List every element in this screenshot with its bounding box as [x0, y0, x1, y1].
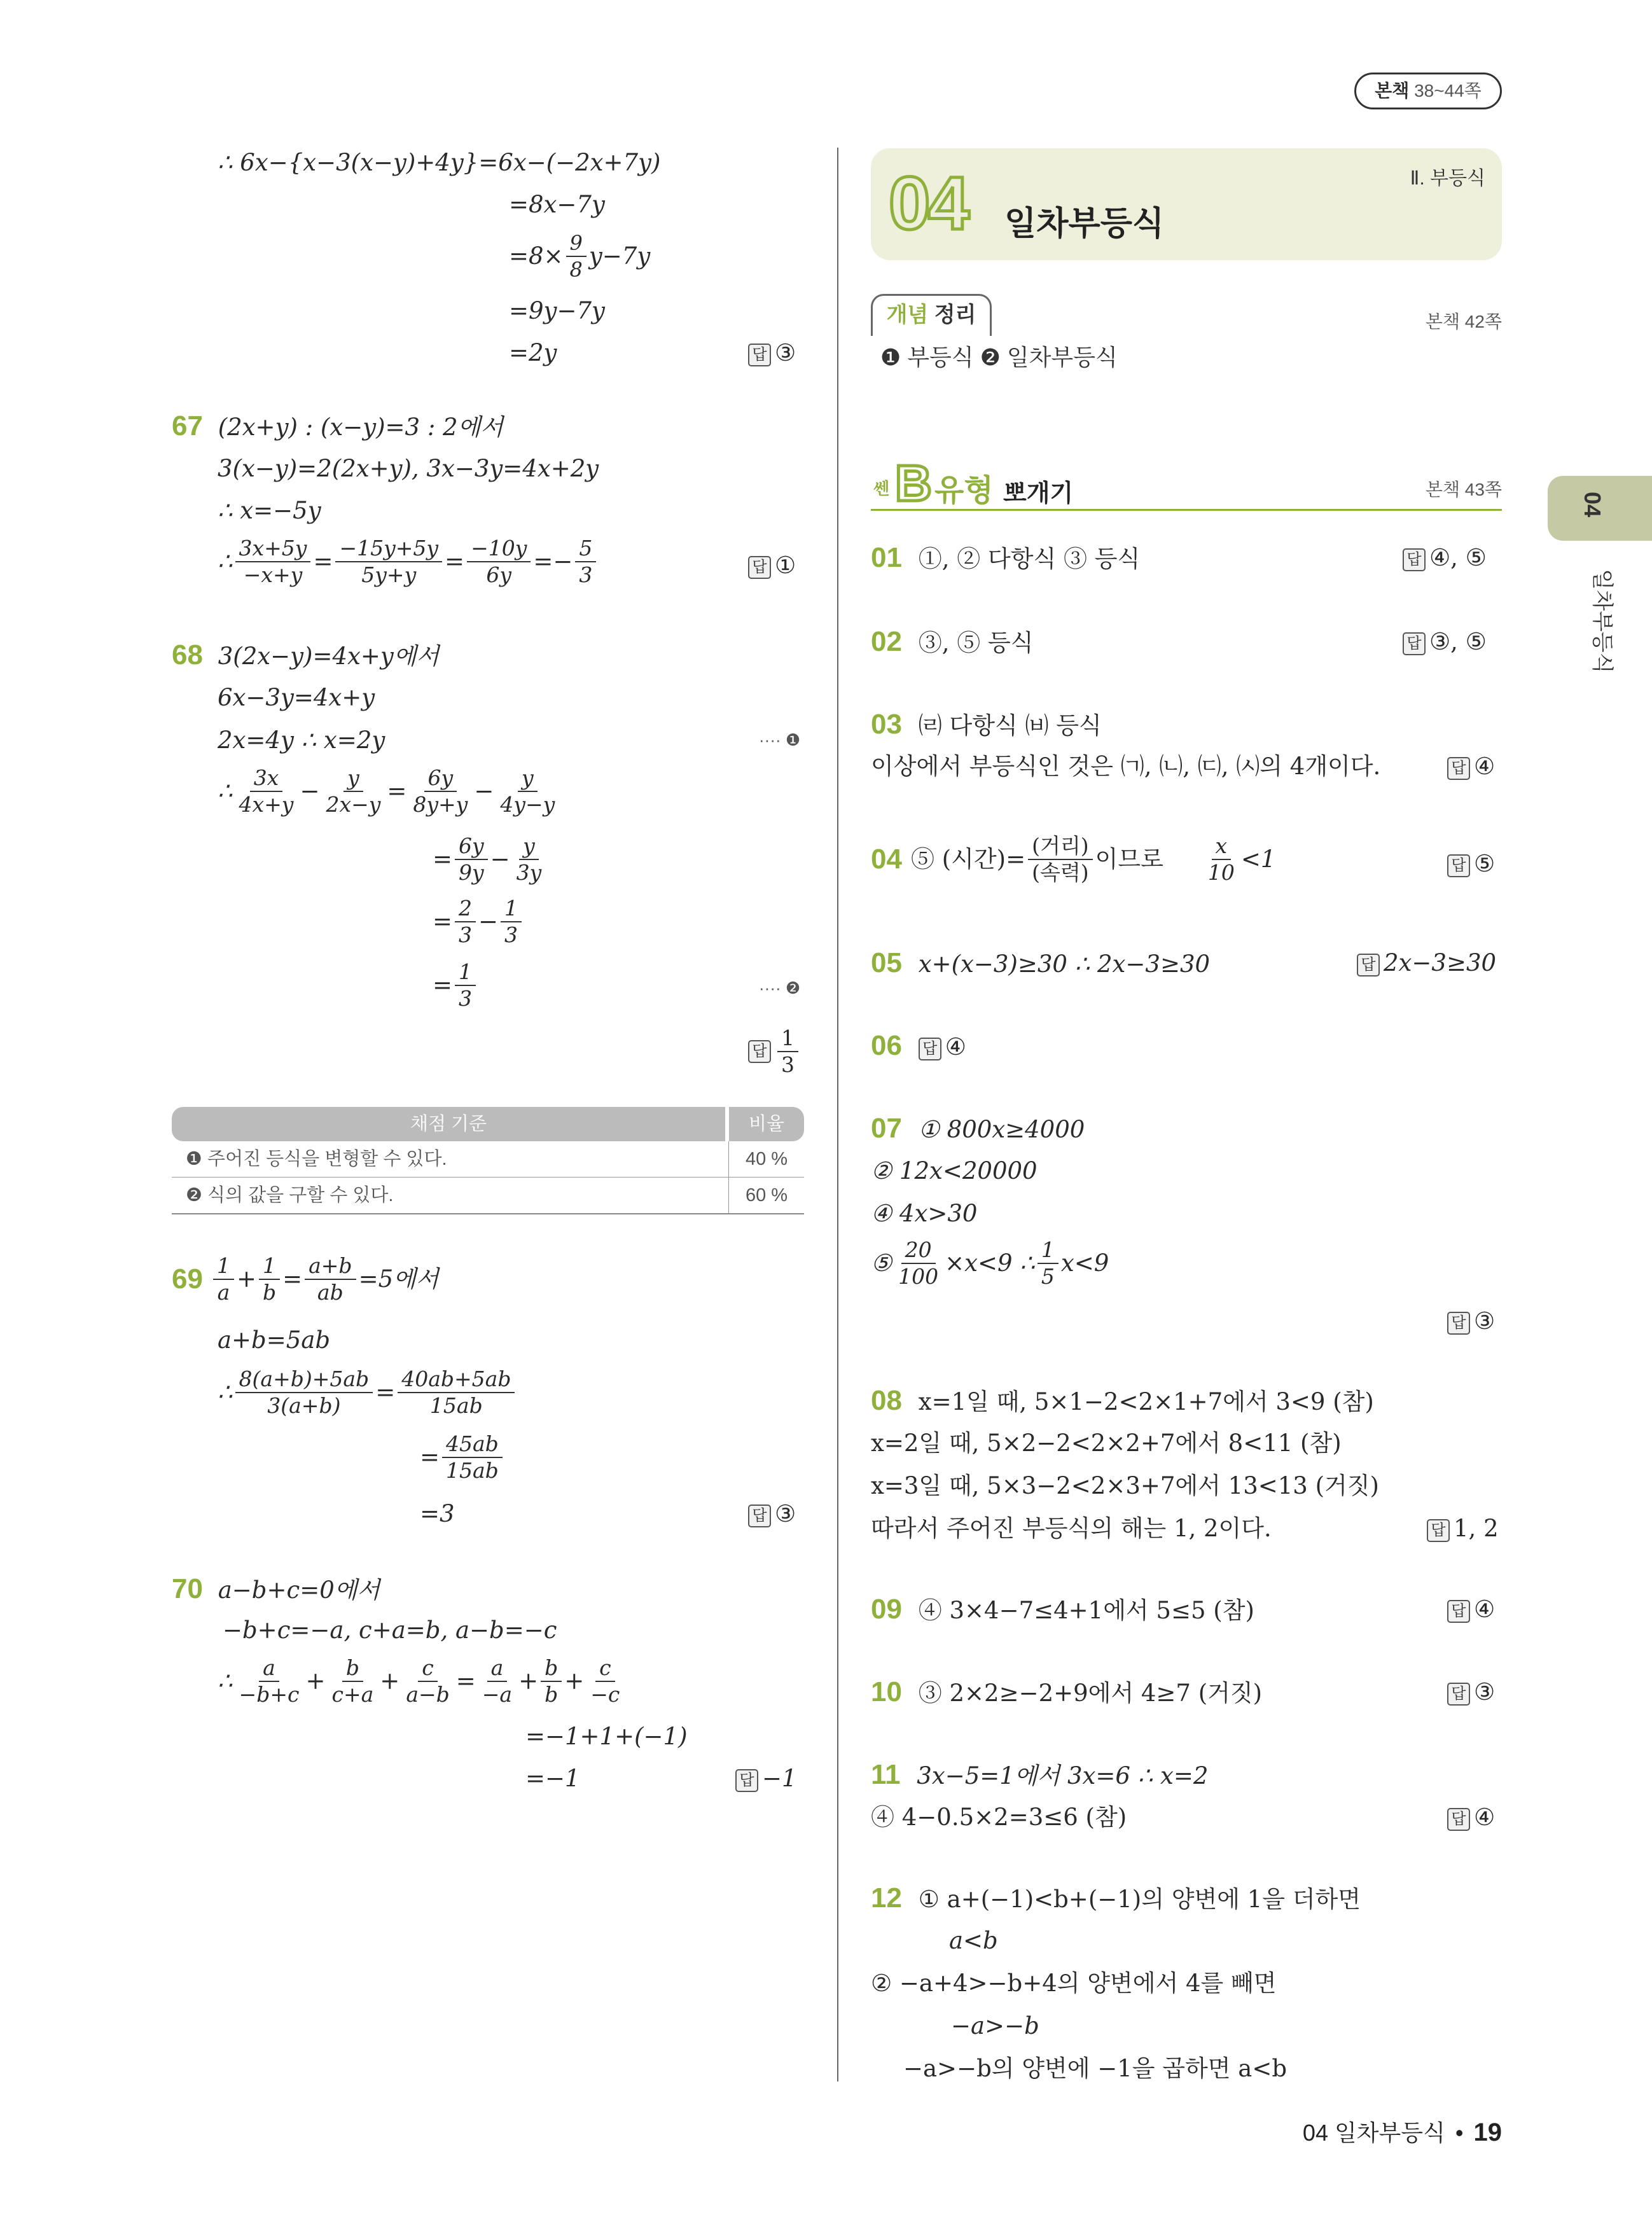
equals-minus: =− — [533, 548, 573, 575]
answer-value: ④ — [1474, 1595, 1496, 1623]
frac-den: −a — [482, 1682, 513, 1707]
question-03 — [871, 709, 1102, 741]
problem-67-line-1: (2x+y) : (x−y)=3 : 2에서 — [218, 414, 504, 441]
question-number: 09 — [871, 1594, 902, 1625]
problem-number: 70 — [172, 1573, 203, 1604]
frac-den: 4y−y — [500, 792, 555, 817]
frac-den: 100 — [898, 1264, 939, 1289]
fraction — [1028, 833, 1093, 886]
frac-num: 3x+5y — [235, 536, 311, 562]
problem-70-line-2: −b+c=−a, c+a=b, a−b=−c — [223, 1616, 557, 1644]
question-10 — [871, 1677, 1262, 1709]
problem-69-line-2: a+b=5ab — [218, 1326, 331, 1354]
type-title-a: 유형 — [934, 474, 994, 508]
question-text: ㈃ 다항식 ㈅ 등식 — [918, 712, 1102, 739]
frac-den: 2x−y — [326, 792, 381, 817]
answer-10 — [1447, 1677, 1495, 1707]
cont-line-4: =9y−7y — [509, 297, 605, 324]
frac-num: a — [487, 1655, 508, 1682]
therefore-sign: ∴ — [218, 777, 233, 805]
frac-num: 6y — [424, 765, 457, 792]
therefore-sign: ∴ — [218, 1379, 233, 1406]
answer-05 — [1357, 948, 1496, 978]
answer-icon: 답 — [1403, 548, 1426, 571]
frac-den: 10 — [1207, 860, 1235, 885]
cont-line-1: ∴ 6x−{x−3(x−y)+4y}=6x−(−2x+7y) — [218, 149, 661, 176]
chapter-side-tab — [1548, 476, 1652, 541]
frac-num: c — [595, 1655, 614, 1682]
rubric-header-criteria: 채점 기준 — [172, 1107, 725, 1141]
type-letter-logo: B — [895, 455, 932, 511]
frac-den: −c — [590, 1682, 620, 1707]
therefore-sign: ∴ — [218, 548, 233, 575]
question-number: 12 — [871, 1882, 902, 1914]
frac-den: −x+y — [243, 562, 303, 587]
fraction — [467, 536, 531, 588]
answer-value: −1 — [762, 1765, 797, 1792]
frac-num: 1 — [777, 1025, 798, 1052]
rubric-criteria: ❷ 식의 값을 구할 수 있다. — [186, 1185, 394, 1206]
fraction — [1204, 833, 1239, 886]
fraction — [305, 1253, 356, 1305]
question-11-line-2: ④ 4−0.5×2=3≤6 (참) — [871, 1804, 1127, 1831]
question-01 — [871, 543, 1140, 574]
cont-line-3a: =8× — [509, 242, 564, 270]
frac-den: 3 — [459, 922, 473, 947]
frac-num: y — [519, 833, 539, 860]
problem-68 — [172, 640, 439, 672]
question-text: x+(x−3)≥30 ∴ 2x−3≥30 — [918, 950, 1211, 978]
answer-11 — [1447, 1802, 1495, 1833]
chapter-title: 일차부등식 — [1004, 205, 1165, 242]
fraction — [1038, 1237, 1059, 1289]
question-04-tail: <1 — [1240, 845, 1276, 873]
frac-num: c — [418, 1655, 437, 1682]
answer-value: ⑤ — [1474, 850, 1496, 877]
answer-icon: 답 — [748, 1040, 771, 1063]
rubric-row — [172, 1141, 804, 1178]
question-number: 08 — [871, 1385, 902, 1416]
question-text: ③, ⑤ 등식 — [918, 629, 1034, 657]
type-ref: 본책 43쪽 — [1425, 480, 1502, 499]
fraction — [496, 765, 559, 817]
question-08 — [871, 1386, 1374, 1417]
problem-number: 67 — [172, 410, 203, 441]
fraction — [335, 536, 442, 588]
chapter-part: Ⅱ. 부등식 — [1410, 168, 1485, 189]
rubric-criteria: ❶ 주어진 등식을 변형할 수 있다. — [186, 1149, 447, 1169]
answer-value: ③ — [1474, 1307, 1496, 1335]
badge-label: 본책 — [1375, 81, 1410, 101]
problem-68-line-7: = $\frac{1}{3}$ — [433, 959, 478, 1011]
answer-01 — [1403, 543, 1487, 573]
problem-68-line-1: 3(2x−y)=4x+y에서 — [218, 643, 440, 670]
frac-den: 9y — [459, 860, 484, 885]
answer-value: ③, ⑤ — [1429, 628, 1487, 655]
problem-70-line-4: =−1+1+(−1) — [525, 1723, 688, 1750]
frac-den: 4x+y — [239, 792, 294, 817]
answer-value: ③ — [1474, 1678, 1496, 1706]
answer-icon: 답 — [735, 1769, 758, 1792]
answer-02 — [1403, 627, 1487, 657]
frac-num: 1 — [213, 1253, 234, 1280]
frac-den: 15ab — [446, 1458, 499, 1483]
frac-num: 20 — [901, 1237, 936, 1264]
page-number: 19 — [1473, 2118, 1502, 2146]
answer-value: ④ — [945, 1033, 966, 1060]
frac-num: 8(a+b)+5ab — [235, 1366, 373, 1393]
problem-68-line-3: 2x=4y ∴ x=2y — [218, 726, 385, 754]
side-tab-title: 일차부등식 — [1590, 569, 1614, 674]
frac-num: 3x — [250, 765, 283, 792]
answer-08 — [1427, 1513, 1499, 1544]
footer-separator: • — [1455, 2120, 1464, 2146]
therefore-sign: ∴ — [218, 1667, 233, 1695]
answer-03 — [1447, 751, 1495, 782]
frac-num: 1 — [501, 896, 522, 922]
answer-value: ③ — [775, 339, 796, 366]
problem-68-line-6: = $\frac{2}{3}$ − $\frac{1}{3}$ — [433, 896, 524, 948]
fraction — [328, 1655, 377, 1707]
problem-70 — [172, 1574, 380, 1606]
problem-number: 68 — [172, 639, 203, 671]
problem-69-line-3: ∴ $\frac{8(a+b)+5ab}{3(a+b)}$ = $\frac{40ab+5ab}{15ab}$ — [218, 1366, 517, 1419]
problem-70-line-5: =−1 — [525, 1765, 580, 1792]
answer-67 — [748, 550, 796, 581]
frac-num: x — [1212, 833, 1232, 860]
question-number: 02 — [871, 626, 902, 657]
answer-09 — [1447, 1594, 1495, 1625]
fraction — [501, 896, 522, 948]
frac-den: 3 — [781, 1052, 795, 1077]
page-footer — [1303, 2115, 1502, 2148]
answer-04 — [1447, 849, 1495, 879]
problem-68-line-5: = $\frac{6y}{9y}$ − $\frac{y}{3y}$ — [433, 833, 548, 886]
answer-07 — [1447, 1306, 1495, 1337]
question-12-line-1: ① a+(−1)<b+(−1)의 양변에 1을 더하면 — [918, 1886, 1361, 1913]
answer-value: ① — [775, 552, 796, 579]
chapter-number: 04 — [889, 162, 968, 246]
problem-69-line-5: =3 — [420, 1500, 455, 1527]
fraction — [455, 959, 476, 1011]
page-range-badge — [1354, 73, 1502, 109]
question-number: 10 — [871, 1676, 902, 1707]
cont-line-5: =2y — [509, 339, 557, 366]
question-12-line-5: −a>−b의 양변에 −1을 곱하면 a<b — [903, 2055, 1288, 2082]
frac-num: 6y — [455, 833, 488, 860]
answer-icon: 답 — [1403, 632, 1426, 655]
question-09 — [871, 1594, 1254, 1626]
problem-67 — [172, 411, 503, 443]
frac-den: 8 — [569, 258, 583, 282]
badge-pages: 38~44쪽 — [1414, 81, 1482, 101]
frac-num: 40ab+5ab — [398, 1366, 515, 1393]
answer-icon: 답 — [1447, 1600, 1470, 1623]
answer-value: ④ — [1474, 753, 1496, 780]
fraction — [541, 1655, 562, 1707]
problem-number: 69 — [172, 1263, 203, 1295]
question-03-line-2: 이상에서 부등식인 것은 ㈀, ㈁, ㈂, ㈆의 4개이다. — [871, 753, 1381, 780]
frac-den: 8y+y — [413, 792, 468, 817]
answer-icon: 답 — [1427, 1519, 1450, 1542]
fraction — [575, 536, 596, 588]
question-number: 01 — [871, 542, 902, 573]
cont-line-2: =8x−7y — [509, 191, 605, 218]
frac-den: c+a — [331, 1682, 374, 1707]
concept-summary-tab — [871, 294, 992, 336]
frac-num: 9 — [566, 230, 587, 257]
question-text: ④ 3×4−7≤4+1에서 5≤5 (참) — [918, 1597, 1254, 1624]
fraction — [455, 833, 488, 886]
cont-line-3b: y−7y — [588, 242, 651, 270]
problem-67-line-2: 3(x−y)=2(2x+y), 3x−3y=4x+2y — [218, 455, 599, 482]
question-12-line-3: ② −a+4>−b+4의 양변에서 4를 빼면 — [871, 1970, 1277, 1997]
problem-68-line-2: 6x−3y=4x+y — [218, 684, 375, 711]
problem-67-line-3: ∴ x=−5y — [218, 497, 321, 524]
question-07-line-4 — [871, 1237, 1109, 1289]
frac-den: 3 — [504, 922, 518, 947]
frac-num: (거리) — [1028, 833, 1093, 860]
question-08-line-3: x=3일 때, 5×3−2<2×3+7에서 13<13 (거짓) — [871, 1472, 1379, 1499]
cont-line-3 — [509, 230, 650, 282]
frac-den: 15ab — [429, 1393, 483, 1418]
answer-cont — [748, 338, 796, 368]
fraction — [894, 1237, 942, 1289]
fraction — [235, 1366, 373, 1419]
scoring-rubric-table — [172, 1107, 804, 1214]
frac-den: 3 — [459, 986, 473, 1011]
fraction — [213, 1253, 234, 1305]
frac-den: a−b — [406, 1682, 450, 1707]
concept-tab-a: 개념 — [886, 303, 929, 327]
question-06 — [871, 1031, 966, 1062]
question-12-line-2: a<b — [949, 1927, 998, 1954]
problem-68-line-4: ∴ $\frac{3x}{4x+y}$ − $\frac{y}{2x-y}$ = $\frac{6y}{8y+y}$ − $\frac{y}{4y-y}$ — [218, 765, 561, 817]
frac-den: 5y+y — [361, 562, 417, 587]
frac-num: a — [259, 1655, 279, 1682]
frac-num: 5 — [575, 536, 596, 562]
frac-den: 6y — [486, 562, 512, 587]
question-number: 03 — [871, 709, 902, 740]
frac-num: −10y — [467, 536, 531, 562]
answer-icon: 답 — [1357, 954, 1380, 976]
concept-tab-b: 정리 — [934, 303, 976, 327]
answer-icon: 답 — [748, 1505, 771, 1527]
step-marker-1: ···· ❶ — [759, 730, 801, 749]
frac-den: b — [545, 1682, 559, 1707]
answer-value: ④, ⑤ — [1429, 544, 1487, 571]
frac-num: 1 — [259, 1253, 280, 1280]
question-number: 07 — [871, 1113, 902, 1144]
question-number: 11 — [871, 1759, 901, 1790]
question-number: 05 — [871, 947, 902, 978]
answer-value: 1, 2 — [1454, 1515, 1499, 1542]
fraction — [409, 765, 471, 817]
answer-value: 2x−3≥30 — [1384, 949, 1497, 976]
frac-num: −15y+5y — [335, 536, 442, 562]
question-04-mid: 이므로 — [1095, 845, 1163, 873]
answer-69 — [748, 1499, 796, 1529]
frac-num: 1 — [1038, 1237, 1059, 1264]
answer-06 — [919, 1033, 966, 1060]
question-12 — [871, 1883, 1361, 1915]
answer-icon: 답 — [1447, 1312, 1470, 1335]
type-section-heading — [871, 455, 1502, 511]
answer-icon: 답 — [1447, 1808, 1470, 1831]
rubric-ratio: 60 % — [728, 1178, 804, 1213]
fraction — [513, 833, 546, 886]
frac-num: b — [541, 1655, 562, 1682]
answer-icon: 답 — [748, 344, 771, 366]
frac-num: b — [342, 1655, 363, 1682]
question-12-line-4: −a>−b — [951, 2012, 1039, 2040]
step-marker-2: ···· ❷ — [759, 978, 801, 997]
frac-den: −b+c — [239, 1682, 300, 1707]
fraction — [235, 1655, 303, 1707]
question-02 — [871, 627, 1034, 658]
question-07-line-1: ① 800x≥4000 — [918, 1116, 1085, 1143]
question-08-line-2: x=2일 때, 5×2−2<2×2+7에서 8<11 (참) — [871, 1429, 1342, 1457]
fraction — [235, 536, 311, 588]
answer-value: ④ — [1474, 1804, 1496, 1831]
question-08-line-4: 따라서 주어진 부등식의 해는 1, 2이다. — [871, 1515, 1272, 1542]
question-04-pre: ⑤ (시간)= — [910, 845, 1026, 873]
type-title-b: 뽀개기 — [1003, 480, 1074, 507]
circled-5: ⑤ — [871, 1249, 892, 1277]
frac-den: ab — [317, 1280, 344, 1305]
frac-den: 5 — [1041, 1264, 1055, 1289]
answer-icon: 답 — [748, 556, 771, 579]
question-05 — [871, 948, 1210, 980]
fraction — [587, 1655, 623, 1707]
question-08-line-1: x=1일 때, 5×1−2<2×1+7에서 3<9 (참) — [918, 1388, 1374, 1415]
question-07-line-2: ② 12x<20000 — [871, 1157, 1038, 1185]
frac-num: 45ab — [442, 1431, 503, 1458]
side-tab-number: 04 — [1579, 491, 1606, 518]
question-11 — [871, 1760, 1208, 1791]
frac-den: 3(a+b) — [267, 1393, 341, 1418]
question-07-line-4-mid: ×x<9 ∴ — [945, 1249, 1035, 1277]
frac-num: y — [344, 765, 363, 792]
rubric-ratio: 40 % — [728, 1141, 804, 1177]
fraction — [322, 765, 384, 817]
problem-67-line-4: ∴ $\frac{3x+5y}{-x+y}$ = $\frac{-15y+5y}{5y+y}$ = $\frac{-10y}{6y}$ =− $\frac{5}{3}$ — [218, 536, 599, 588]
answer-icon: 답 — [919, 1038, 941, 1060]
question-text: ③ 2×2≥−2+9에서 4≥7 (거짓) — [918, 1679, 1263, 1707]
chapter-banner — [871, 148, 1502, 260]
problem-69-line-4: = $\frac{45ab}{15ab}$ — [420, 1431, 505, 1484]
fraction — [259, 1253, 280, 1305]
question-number: 04 — [871, 844, 902, 875]
answer-icon: 답 — [1447, 757, 1470, 780]
column-divider — [837, 148, 838, 2082]
fraction — [478, 1655, 516, 1707]
answer-70 — [735, 1763, 797, 1794]
question-11-line-1: 3x−5=1에서 3x=6 ∴ x=2 — [917, 1762, 1209, 1790]
frac-den: 3 — [579, 562, 593, 587]
fraction — [402, 1655, 453, 1707]
rubric-header-ratio: 비율 — [729, 1107, 804, 1141]
frac-num: 1 — [455, 959, 476, 986]
problem-70-line-1: a−b+c=0에서 — [218, 1576, 380, 1604]
fraction — [398, 1366, 515, 1419]
problem-70-line-3: ∴ $\frac{a}{-b+c}$ + $\frac{b}{c+a}$ + $\frac{c}{a-b}$ = $\frac{a}{-a}$ + $\frac{b}{b}$ + $\frac{c}{-c}$ — [218, 1655, 626, 1707]
answer-value: ③ — [775, 1500, 796, 1527]
frac-num: a+b — [305, 1253, 356, 1280]
frac-num: y — [518, 765, 538, 792]
fraction-9-8 — [566, 230, 587, 282]
frac-den: a — [217, 1280, 230, 1305]
question-07 — [871, 1113, 1085, 1145]
problem-69: 69 $\frac{1}{a}$ + $\frac{1}{b}$ = $\frac{a+b}{ab}$ =5에서 — [172, 1253, 439, 1305]
frac-num: 2 — [455, 896, 476, 922]
question-07-line-3: ④ 4x>30 — [871, 1200, 978, 1227]
fraction — [442, 1431, 503, 1484]
answer-icon: 답 — [1447, 854, 1470, 877]
type-prefix: 쎈 — [873, 479, 890, 498]
question-text: ①, ② 다항식 ③ 등식 — [918, 545, 1141, 573]
frac-den: b — [262, 1280, 277, 1305]
frac-den: (속력) — [1032, 860, 1089, 885]
problem-69-tail: =5에서 — [358, 1265, 439, 1293]
answer-icon: 답 — [1447, 1683, 1470, 1706]
fraction — [777, 1025, 798, 1078]
fraction — [455, 896, 476, 948]
question-04 — [871, 833, 1275, 886]
question-07-line-4-tail: x<9 — [1060, 1249, 1109, 1277]
rubric-row — [172, 1178, 804, 1214]
answer-68 — [748, 1025, 801, 1078]
concept-ref: 본책 42쪽 — [1425, 312, 1502, 331]
footer-chapter: 04 일차부등식 — [1302, 2120, 1445, 2146]
fraction — [235, 765, 298, 817]
frac-den: 3y — [516, 860, 542, 885]
concept-items: ❶ 부등식 ❷ 일차부등식 — [880, 344, 1118, 370]
question-number: 06 — [871, 1030, 902, 1061]
